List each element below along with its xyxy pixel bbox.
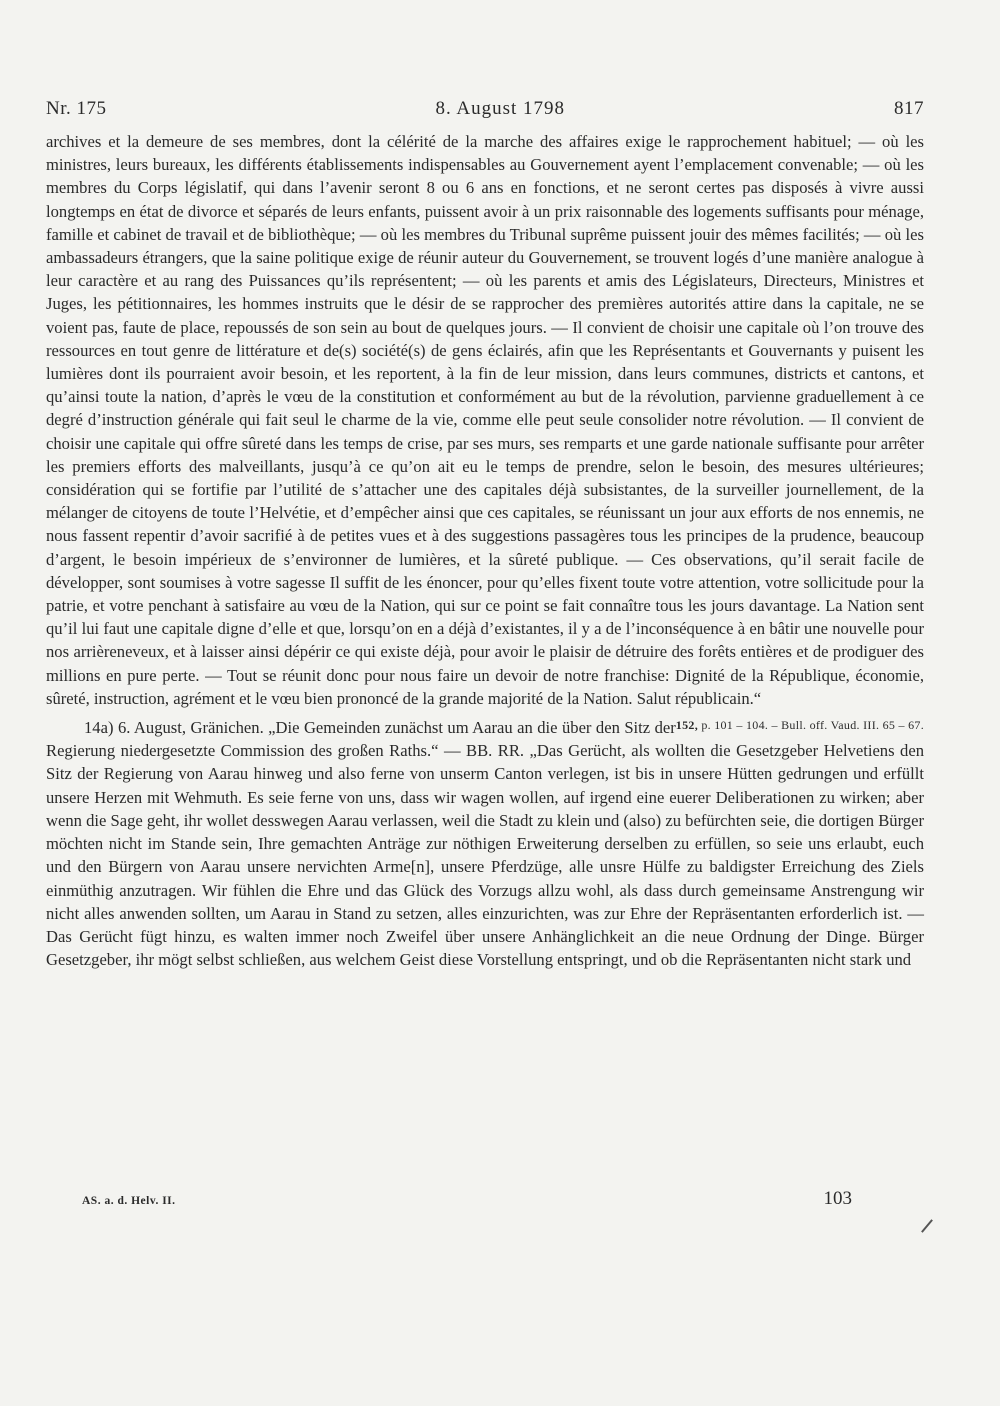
paragraph-french-letter [46, 130, 924, 733]
paragraph-french-text: archives et la demeure de ses membres, dont la célérité de la marche des affaires exige le rapprochement habituel; — où les ministres, leurs bureaux, les différents établissements indispensables au Gouvernement ayent l’emplacement convenable; — où les membres du Corps législatif, qui dans l’avenir seront 8 ou 6 ans en fonctions, et ne seront certes pas disposés à vivre aussi longtemps en état de divorce et séparés de leurs enfants, puissent avoir à un prix raisonnable des logements suffisants pour ménage, famille et cabinet de travail et de bibliothèque; — où les membres du Tribunal suprême puissent jouir des mêmes facilités; — où les ambassadeurs étrangers, que la saine politique exige de réunir auteur du Gouvernement, se trouvent logés d’une manière analogue à leur caractère et au rang des Puissances qu’ils représentent; — où les parents et amis des Législateurs, Directeurs, Ministres et Juges, les pétitionnaires, les hommes instruits que le désir de se rapprocher des premières autorités attire dans la capitale, ne se voient pas, faute de place, repoussés de son sein au bout de quelques jours. — Il convient de choisir une capitale où l’on trouve des ressources en tout genre de littérature et de(s) société(s) de gens éclairés, afin que les Représentants et Gouvernants y puisent les lumières dont ils pourraient avoir besoin, et les reportent, à la fin de leur mission, dans leurs communes, districts et cantons, et qu’ainsi toute la nation, d’après le vœu de la constitution et conformément au but de la révolution, parvienne graduellement à ce degré d’instruction générale qui fait seul le charme de la vie, comme elle peut seule consolider notre révolution. — Il convient de choisir une capitale qui offre sûreté dans les temps de crise, par ses murs, ses remparts et une garde nationale suffisante pour arrêter les premiers efforts des malveillants, jusqu’à ce qu’on ait eu le temps de prendre, selon le besoin, des mesures ultérieures; considération qui se fortifie par l’utilité de s’attacher une des capitales déjà subsistantes, de la surveiller journellement, de la mélanger de citoyens de toute l’Helvétie, et d’empêcher ainsi que ces capitales, se réunissant un jour aux efforts de nos ennemis, ne nous fassent repentir d’avoir sacrifié à de petites vues et à des suggestions passagères tous les principes de la prudence, beaucoup d’argent, le besoin impérieux de s’environner de lumières, et la sûreté publique. — Ces observations, qu’il serait facile de développer, sont soumises à votre sagesse Il suffit de les énoncer, pour qu’elles fixent toute votre attention, votre sollicitude pour la patrie, et votre penchant à satisfaire au vœu de la Nation, qui sur ce point se fait connaître tous les jours davantage. La Nation sent qu’il lui faut une capitale digne d’elle et que, lorsqu’on en a déjà d’existantes, il y a de l’inconséquence à en bâtir une nouvelle pour nos arrièreneveux, et à laisser ainsi dépérir ce qui existe déjà, pour avoir le plaisir de détruire des forêts entières et de prodiguer des millions en pure perte. — Tout se réunit donc pour nous faire un devoir de notre franchise: Dignité de la République, économie, sûreté, instruction, agrément et le vœu bien prononcé de la grande majorité de la Nation. Salut républicain.“ [46, 132, 924, 708]
paragraph-german-petition: 14a) 6. August, Gränichen. „Die Gemeinden zunächst um Aarau an die über den Sitz der Regierung niedergesetzte Commission des großen Raths.“ — BB. RR. „Das Gerücht, als wollten die Gesetzgeber Helvetiens den Sitz der Regierung von Aarau hinweg und also ferne von unserm Canton verlegen, ist bis in unsere Hütten gedrungen und erfüllt unsere Herzen mit Wehmuth. Es seie ferne von uns, dass wir wagen wollen, auf irgend eine euerer Deliberationen zu wirken; aber wenn die Sage geht, ihr wollet desswegen Aarau verlassen, weil die Stadt zu klein und (also) zu befürchten seie, die dortigen Bürger möchten nicht im Stande sein, Ihre gemachten Anträge zur nöthigen Erweiterung derselben zu erfüllen, so seie uns erlaubt, euch und den Bürgern von Aarau unsere nervichten Arme[n], unsere Pferdzüge, alle unsre Hülfe zu baldigster Erreichung des Ziels einmüthig anzutragen. Wir fühlen die Ehre und das Glück des Vorzugs allzu wohl, als dass durch gemeinsame Anstrengung wir nicht alles anwenden sollten, um Aarau in Stand zu setzen, alles einzurichten, was zur Ehre der Repräsentanten erforderlich ist. — Das Gerücht fügt hinzu, es walten immer noch Zweifel über unsere Anhänglichkeit an die neue Ordnung der Dinge. Bürger Gesetzgeber, ihr mögt selbst schließen, aus welchem Geist diese Vorstellung entspringt, und ob die Repräsentanten nicht stark und [46, 718, 924, 970]
reference-number: 152, [675, 718, 698, 733]
header-date: 8. August 1798 [435, 98, 566, 119]
body-text [46, 130, 924, 971]
source-reference [676, 714, 924, 737]
header-page-number: 817 [893, 98, 924, 119]
reference-details: p. 101 – 104. – Bull. off. Vaud. III. 65 – 67. [701, 718, 924, 733]
footer-page-number: 103 [823, 1188, 852, 1209]
footer-signature: AS. a. d. Helv. II. [82, 1195, 176, 1207]
running-header [46, 98, 924, 120]
page-footer [82, 1188, 852, 1210]
pencil-mark [921, 1219, 933, 1233]
header-document-number: Nr. 175 [46, 98, 107, 119]
page-content [46, 98, 924, 971]
